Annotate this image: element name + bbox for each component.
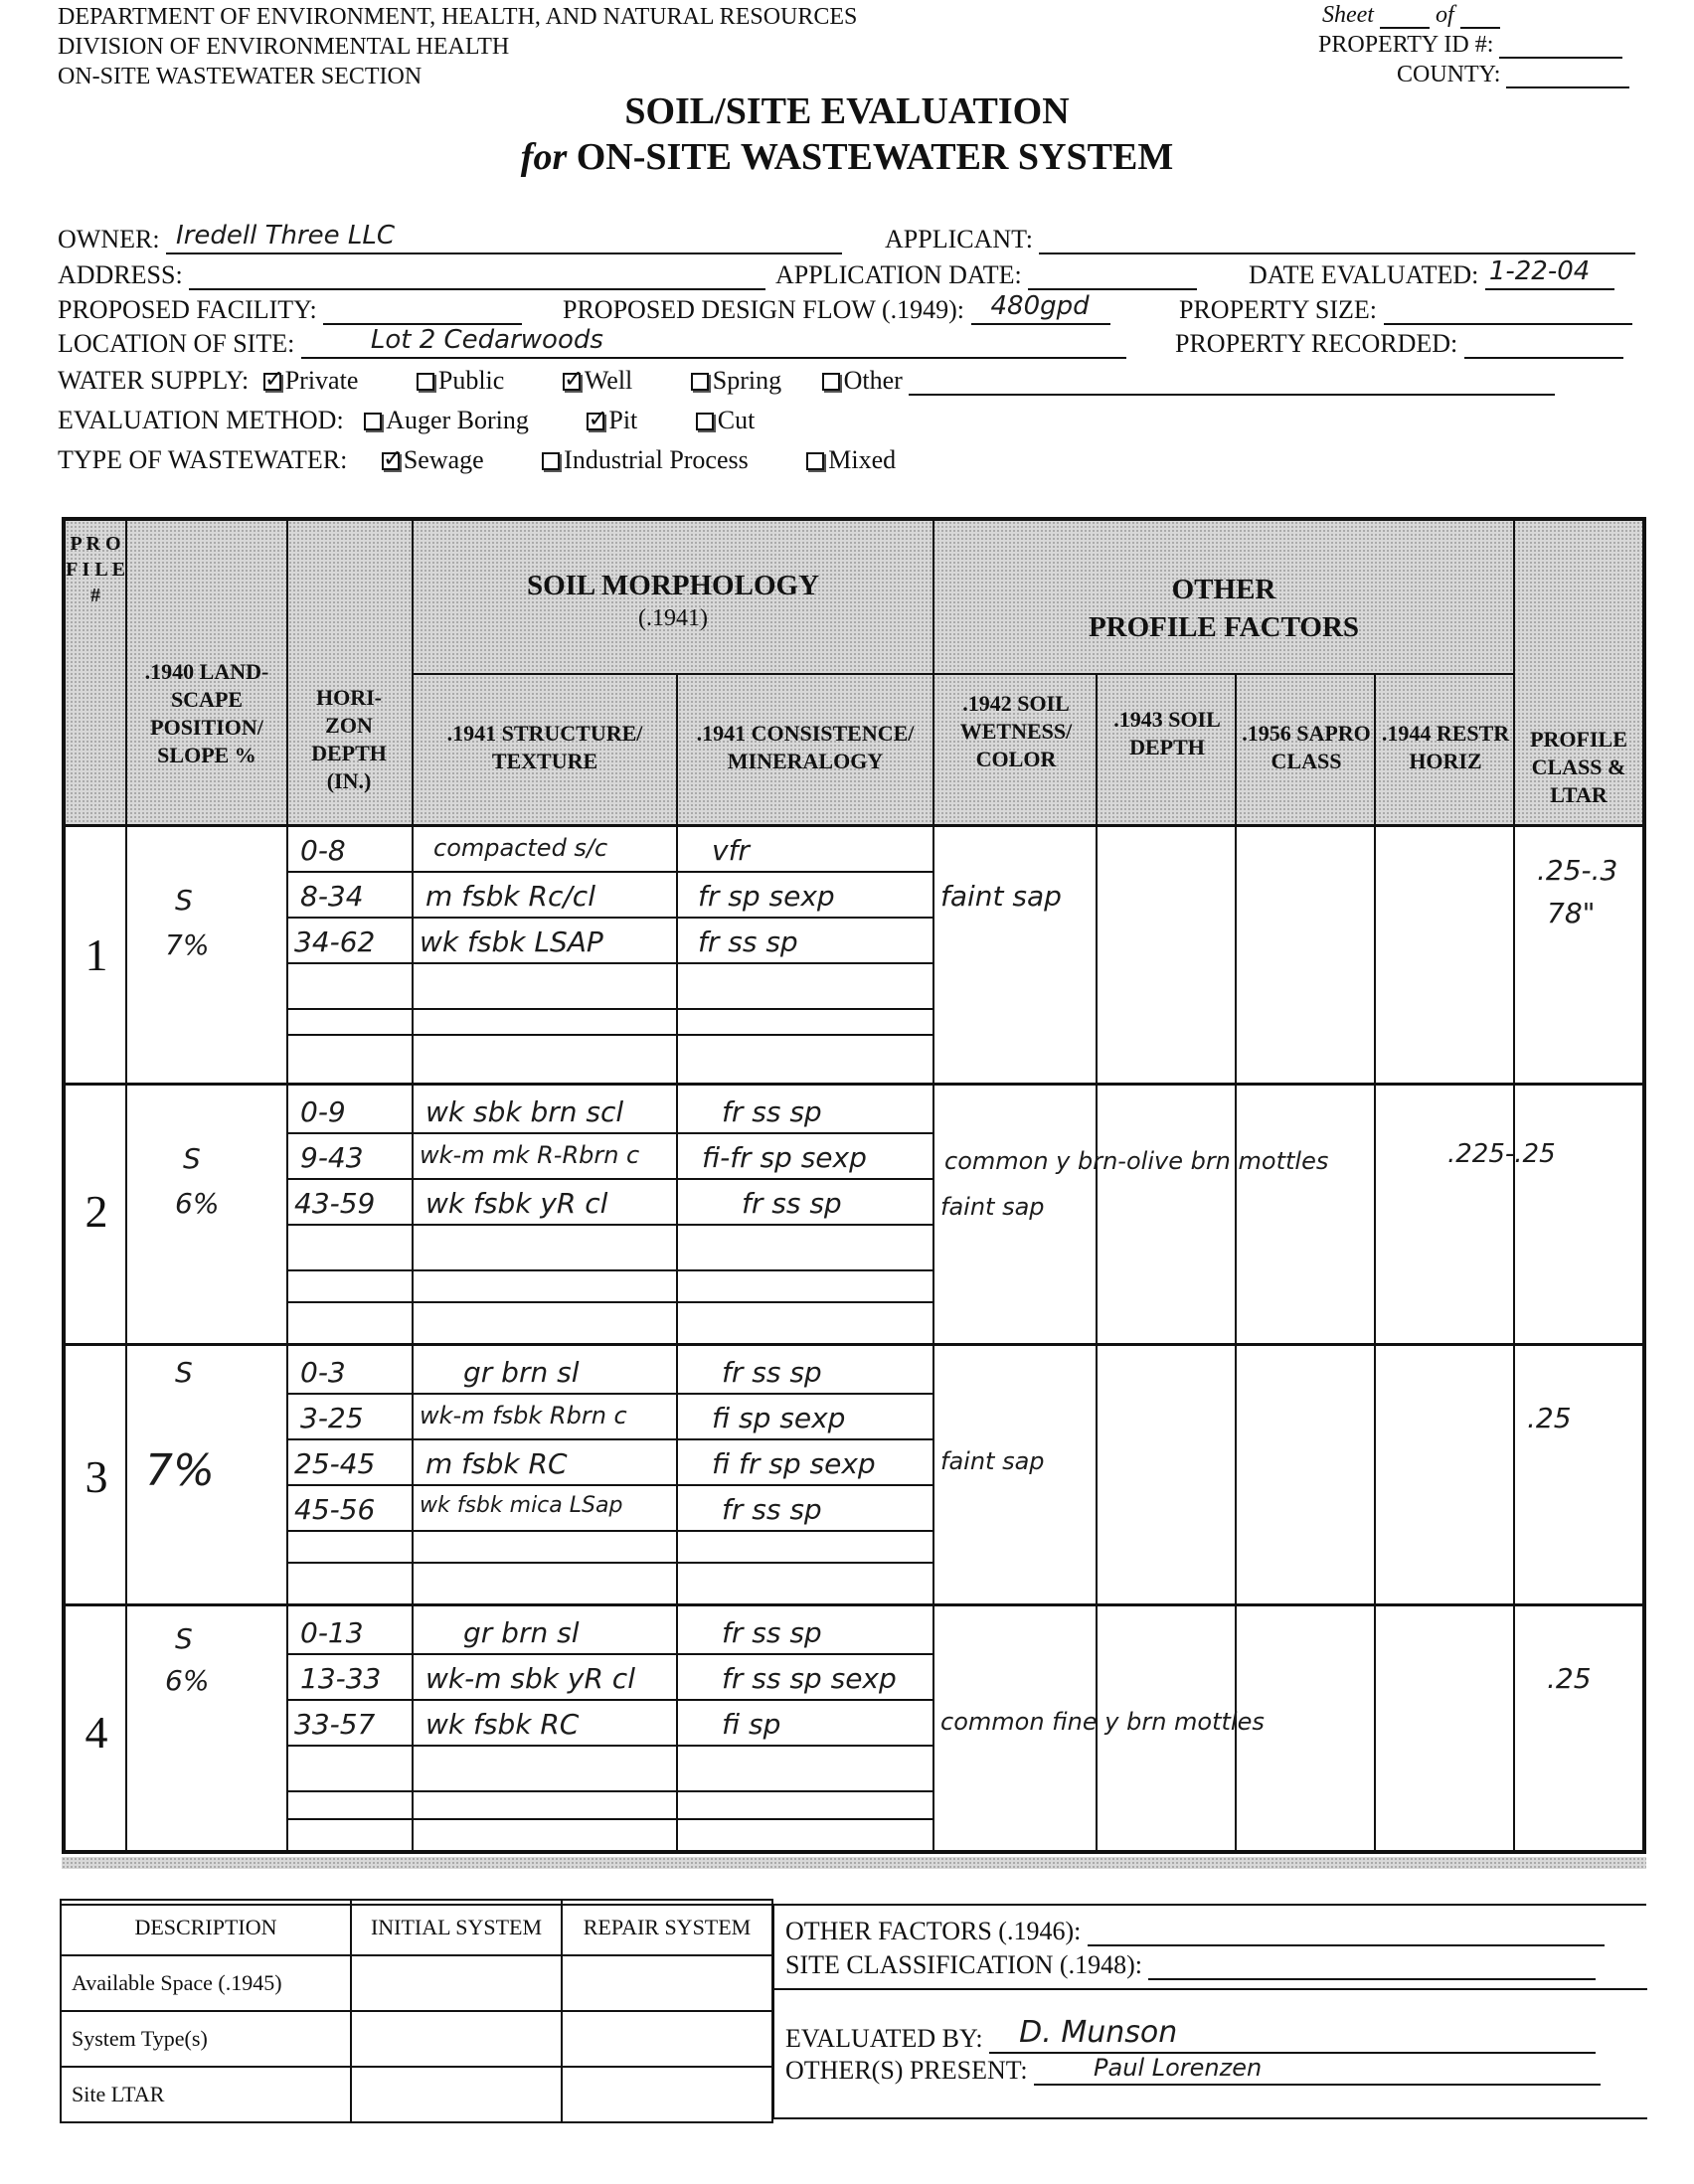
- date-evaluated-value: 1-22-04: [1488, 256, 1591, 286]
- structure-texture[interactable]: gr brn sl: [463, 1616, 580, 1649]
- wastewater-type-mixed[interactable]: Mixed: [806, 445, 896, 474]
- checkbox-icon[interactable]: [696, 413, 714, 430]
- row-label: System Type(s): [61, 2011, 351, 2067]
- others-present-field[interactable]: [1034, 2056, 1601, 2086]
- evaluation-method-pit[interactable]: ✓ Pit: [587, 406, 637, 434]
- checkbox-icon[interactable]: [417, 373, 434, 391]
- consistence-mineralogy[interactable]: fr sp sexp: [698, 880, 835, 913]
- property-size-field[interactable]: [1384, 295, 1632, 325]
- profile-class-ltar[interactable]: .25-.3: [1537, 854, 1618, 887]
- subtitle-for: for: [520, 136, 568, 178]
- profile-number-header: P R O F I L E #: [66, 533, 125, 606]
- proposed-facility-field[interactable]: [323, 295, 522, 325]
- soil-morphology-header: SOIL MORPHOLOGY (.1941): [526, 570, 820, 631]
- initial-system-cell[interactable]: [351, 2011, 562, 2067]
- form-title: SOIL/SITE EVALUATION: [624, 90, 1070, 132]
- others-present-value: Paul Lorenzen: [1094, 2054, 1263, 2082]
- design-flow-row: [563, 291, 1110, 325]
- initial-system-cell[interactable]: [351, 1955, 562, 2011]
- horizon-depth[interactable]: 33-57: [294, 1708, 376, 1741]
- proposed-facility-label: PROPOSED FACILITY:: [58, 295, 317, 324]
- profile-class-ltar[interactable]: .25: [1547, 1662, 1592, 1695]
- row-label: Available Space (.1945): [61, 1955, 351, 2011]
- structure-texture[interactable]: compacted s/c: [433, 834, 608, 862]
- date-evaluated-field[interactable]: [1485, 256, 1614, 290]
- evaluator-signature: D. Munson: [1019, 2015, 1178, 2050]
- water-supply-other[interactable]: Other: [822, 366, 903, 395]
- property-size-label: PROPERTY SIZE:: [1179, 295, 1377, 324]
- county: [1397, 62, 1629, 88]
- repair-system-cell[interactable]: [562, 2067, 772, 2122]
- slope[interactable]: 7%: [165, 928, 210, 961]
- consistence-mineralogy[interactable]: vfr: [712, 834, 750, 867]
- application-date-label: APPLICATION DATE:: [775, 260, 1022, 289]
- consistence-mineralogy[interactable]: fr ss sp sexp: [722, 1662, 897, 1695]
- water-supply-row: [58, 366, 1555, 396]
- initial-system-cell[interactable]: [351, 2067, 562, 2122]
- structure-texture[interactable]: wk-m sbk yR cl: [425, 1662, 635, 1695]
- of-label: of: [1435, 2, 1454, 28]
- application-date-field[interactable]: [1028, 260, 1197, 290]
- design-flow-field[interactable]: [971, 291, 1110, 325]
- landscape-header: .1940 LAND- SCAPE POSITION/ SLOPE %: [144, 659, 269, 767]
- department-name: DEPARTMENT OF ENVIRONMENT, HEALTH, AND NATURAL RESOURCES: [58, 4, 858, 30]
- other-factors-label: OTHER FACTORS (.1946):: [785, 1917, 1082, 1945]
- evaluation-method-cut[interactable]: Cut: [696, 406, 756, 434]
- consistence-header: .1941 CONSISTENCE/ MINERALOGY: [696, 721, 915, 773]
- structure-texture[interactable]: gr brn sl: [463, 1356, 580, 1389]
- horizon-depth[interactable]: 0-3: [300, 1356, 346, 1389]
- landscape-position[interactable]: S: [175, 1356, 193, 1389]
- profile-number: 2: [85, 1186, 108, 1237]
- checkbox-icon[interactable]: [806, 452, 824, 470]
- application-date-row: [775, 260, 1197, 290]
- evaluation-method-label: EVALUATION METHOD:: [58, 406, 344, 434]
- checkbox-icon[interactable]: [587, 413, 604, 430]
- profile-class-ltar[interactable]: .225-.25: [1447, 1139, 1556, 1169]
- division-name: DIVISION OF ENVIRONMENTAL HEALTH: [58, 34, 510, 60]
- sheet-number: [1322, 2, 1500, 29]
- divider: [772, 1904, 774, 2117]
- sapro-class-header: .1956 SAPRO CLASS: [1242, 721, 1371, 773]
- design-flow-label: PROPOSED DESIGN FLOW (.1949):: [563, 295, 964, 324]
- address-row: [58, 260, 765, 290]
- profile-number: 4: [85, 1707, 108, 1758]
- section-name: ON-SITE WASTEWATER SECTION: [58, 64, 423, 89]
- structure-texture[interactable]: wk fsbk mica LSap: [420, 1493, 623, 1518]
- subtitle-text: ON-SITE WASTEWATER SYSTEM: [576, 136, 1174, 178]
- soil-wetness-color[interactable]: faint sap: [940, 1193, 1045, 1221]
- horizon-depth[interactable]: 9-43: [300, 1141, 364, 1174]
- agency-header: [58, 2, 857, 91]
- landscape-position[interactable]: S: [175, 884, 193, 917]
- soil-wetness-color[interactable]: common y brn-olive brn mottles: [944, 1147, 1329, 1175]
- slope[interactable]: 6%: [175, 1187, 220, 1220]
- restr-horiz-header: .1944 RESTR HORIZ: [1381, 721, 1510, 773]
- landscape-position[interactable]: S: [175, 1622, 193, 1655]
- owner-label: OWNER:: [58, 225, 160, 253]
- soil-profile-table: [62, 517, 1646, 1854]
- applicant-field[interactable]: [1039, 225, 1635, 254]
- soil-wetness-color[interactable]: faint sap: [940, 1447, 1045, 1475]
- soil-wetness-color[interactable]: common fine y brn mottles: [940, 1708, 1265, 1736]
- profile-class-ltar[interactable]: .25: [1527, 1402, 1572, 1434]
- description-header: DESCRIPTION: [61, 1900, 351, 1955]
- repair-system-cell[interactable]: [562, 1955, 772, 2011]
- wastewater-type-row: [58, 445, 896, 475]
- water-supply-spring[interactable]: Spring: [691, 366, 781, 395]
- water-supply-label: WATER SUPPLY:: [58, 366, 250, 395]
- horizon-depth[interactable]: 13-33: [300, 1662, 382, 1695]
- property-recorded-label: PROPERTY RECORDED:: [1175, 329, 1458, 358]
- consistence-mineralogy[interactable]: fr ss sp: [698, 925, 798, 958]
- evaluation-method-auger[interactable]: Auger Boring: [364, 406, 529, 434]
- checkbox-icon[interactable]: [364, 413, 382, 430]
- system-summary-table: [60, 1899, 773, 2123]
- structure-texture[interactable]: m fsbk Rc/cl: [425, 880, 595, 913]
- structure-header: .1941 STRUCTURE/ TEXTURE: [446, 721, 643, 773]
- checkbox-icon[interactable]: [563, 373, 581, 391]
- divider: [772, 1988, 1647, 1990]
- evaluated-by-row: [785, 2015, 1596, 2054]
- property-recorded-field[interactable]: [1464, 329, 1623, 359]
- soil-wetness-color[interactable]: faint sap: [940, 880, 1062, 913]
- address-label: ADDRESS:: [58, 260, 183, 289]
- applicant-row: [885, 225, 1635, 254]
- table-row: [61, 2067, 772, 2122]
- profile-class-depth[interactable]: 78": [1547, 897, 1596, 929]
- initial-system-header: INITIAL SYSTEM: [351, 1900, 562, 1955]
- site-classification-field[interactable]: [1148, 1954, 1596, 1980]
- horizon-depth[interactable]: 34-62: [294, 925, 376, 958]
- water-supply-public[interactable]: Public: [417, 366, 504, 395]
- checkbox-icon[interactable]: [382, 452, 400, 470]
- consistence-mineralogy[interactable]: fr ss sp: [722, 1095, 822, 1128]
- date-evaluated-row: [1249, 256, 1614, 290]
- owner-field[interactable]: [166, 221, 842, 254]
- consistence-mineralogy[interactable]: fr ss sp: [742, 1187, 842, 1220]
- location-field[interactable]: [301, 325, 1126, 359]
- design-flow-value: 480gpd: [990, 291, 1090, 321]
- structure-texture[interactable]: wk-m fsbk Rbrn c: [420, 1402, 627, 1429]
- form-subtitle: [0, 135, 1694, 179]
- wastewater-type-industrial[interactable]: Industrial Process: [542, 445, 749, 474]
- profile-number: 3: [85, 1451, 108, 1502]
- other-factors-field[interactable]: [1088, 1921, 1605, 1946]
- owner-row: [58, 221, 842, 254]
- location-row: [58, 325, 1126, 359]
- site-classification-label: SITE CLASSIFICATION (.1948):: [785, 1950, 1142, 1979]
- sheet-label: Sheet: [1322, 2, 1374, 28]
- landscape-position[interactable]: S: [183, 1142, 201, 1175]
- horizon-depth[interactable]: 3-25: [300, 1402, 364, 1434]
- structure-texture[interactable]: wk fsbk LSAP: [420, 925, 603, 958]
- checkbox-icon[interactable]: [822, 373, 840, 391]
- sheet-field[interactable]: [1380, 27, 1430, 29]
- property-recorded-row: [1175, 329, 1623, 359]
- wastewater-type-sewage[interactable]: ✓ Sewage: [382, 445, 484, 474]
- consistence-mineralogy[interactable]: fi sp sexp: [712, 1402, 846, 1434]
- horizon-depth[interactable]: 25-45: [294, 1447, 376, 1480]
- other-profile-factors-header: OTHER PROFILE FACTORS: [1088, 574, 1360, 643]
- profile-class-header: PROFILE CLASS & LTAR: [1530, 727, 1627, 807]
- slope[interactable]: 7%: [145, 1445, 215, 1496]
- others-present-row: [785, 2056, 1601, 2086]
- consistence-mineralogy[interactable]: fi-fr sp sexp: [702, 1141, 867, 1174]
- others-present-label: OTHER(S) PRESENT:: [785, 2056, 1028, 2085]
- horizon-depth-header: HORI- ZON DEPTH (IN.): [311, 685, 387, 793]
- proposed-facility-row: [58, 295, 522, 325]
- repair-system-cell[interactable]: [562, 2011, 772, 2067]
- consistence-mineralogy[interactable]: fi sp: [722, 1708, 781, 1741]
- table-row: [61, 1955, 772, 2011]
- consistence-mineralogy[interactable]: fr ss sp: [722, 1493, 822, 1526]
- structure-texture[interactable]: wk fsbk RC: [425, 1708, 580, 1741]
- evaluation-method-row: [58, 406, 755, 435]
- location-label: LOCATION OF SITE:: [58, 329, 295, 358]
- water-supply-well[interactable]: ✓ Well: [563, 366, 632, 395]
- county-field[interactable]: [1506, 86, 1629, 88]
- date-evaluated-label: DATE EVALUATED:: [1249, 260, 1479, 289]
- soil-depth-header: .1943 SOIL DEPTH: [1113, 707, 1221, 759]
- structure-texture[interactable]: wk fsbk yR cl: [425, 1187, 608, 1220]
- structure-texture[interactable]: m fsbk RC: [425, 1447, 568, 1480]
- profile-number: 1: [85, 929, 108, 980]
- evaluated-by-field[interactable]: [989, 2015, 1596, 2054]
- structure-texture[interactable]: wk-m mk R-Rbrn c: [420, 1141, 640, 1169]
- soil-wetness-header: .1942 SOIL WETNESS/ COLOR: [959, 691, 1073, 771]
- water-supply-other-field[interactable]: [909, 368, 1555, 396]
- horizon-depth[interactable]: 0-8: [300, 834, 346, 867]
- consistence-mineralogy[interactable]: fr ss sp: [722, 1616, 822, 1649]
- table-row: [61, 2011, 772, 2067]
- consistence-mineralogy[interactable]: fr ss sp: [722, 1356, 822, 1389]
- site-classification-row: [785, 1950, 1596, 1980]
- property-id: [1318, 32, 1622, 59]
- checkbox-icon[interactable]: [691, 373, 709, 391]
- sheet-total-field[interactable]: [1460, 27, 1500, 29]
- property-id-field[interactable]: [1499, 57, 1622, 59]
- address-field[interactable]: [189, 260, 765, 290]
- property-size-row: [1179, 295, 1632, 325]
- structure-texture[interactable]: wk sbk brn scl: [425, 1095, 624, 1128]
- horizon-depth[interactable]: 8-34: [300, 880, 364, 913]
- horizon-depth[interactable]: 45-56: [294, 1493, 376, 1526]
- other-factors-row: [785, 1917, 1605, 1946]
- horizon-depth[interactable]: 43-59: [294, 1187, 376, 1220]
- horizon-depth[interactable]: 0-13: [300, 1616, 364, 1649]
- checkbox-icon[interactable]: [263, 373, 281, 391]
- horizon-depth[interactable]: 0-9: [300, 1095, 346, 1128]
- county-label: COUNTY:: [1397, 62, 1501, 87]
- wastewater-type-label: TYPE OF WASTEWATER:: [58, 445, 348, 474]
- evaluated-by-label: EVALUATED BY:: [785, 2024, 983, 2053]
- location-value: Lot 2 Cedarwoods: [370, 325, 603, 355]
- table-bottom-bar: [62, 1857, 1646, 1869]
- row-label: Site LTAR: [61, 2067, 351, 2122]
- checkbox-icon[interactable]: [542, 452, 560, 470]
- water-supply-private[interactable]: ✓ Private: [263, 366, 359, 395]
- repair-system-header: REPAIR SYSTEM: [562, 1900, 772, 1955]
- consistence-mineralogy[interactable]: fi fr sp sexp: [712, 1447, 876, 1480]
- slope[interactable]: 6%: [165, 1664, 210, 1697]
- divider: [772, 2117, 1647, 2119]
- applicant-label: APPLICANT:: [885, 225, 1033, 253]
- owner-value: Iredell Three LLC: [176, 221, 396, 251]
- property-id-label: PROPERTY ID #:: [1318, 32, 1494, 58]
